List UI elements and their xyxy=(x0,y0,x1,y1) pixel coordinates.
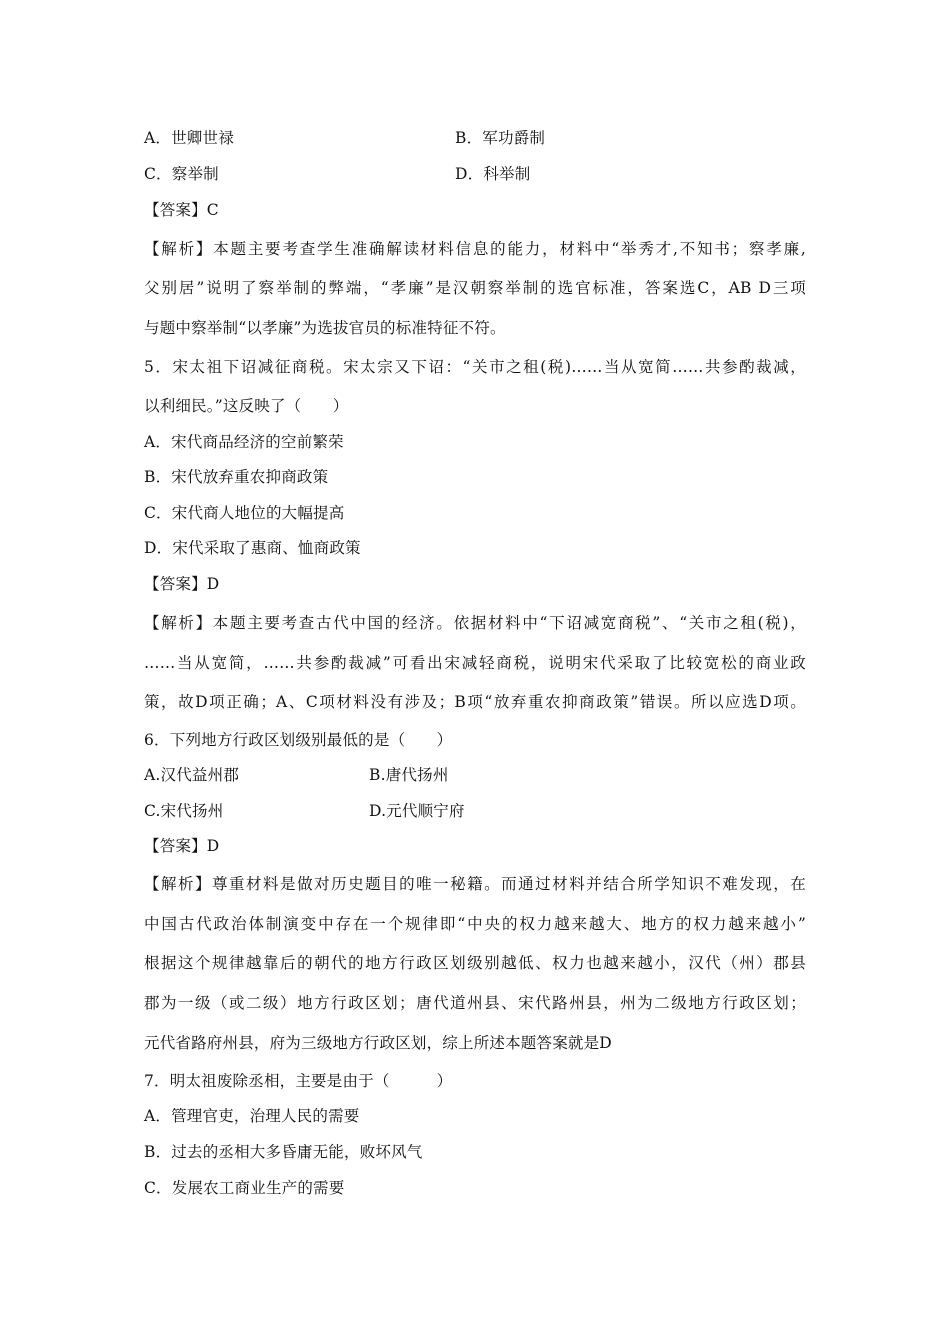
q5-stem-line-1: 5．宋太祖下诏减征商税。宋太宗又下诏：“关市之租(税)……当从宽简……共参酌裁减， xyxy=(144,358,806,376)
q6-answer: 【答案】D xyxy=(144,837,220,855)
q4-explanation-line-1: 【解析】本题主要考查学生准确解读材料信息的能力，材料中“举秀才,不知书；察孝廉, xyxy=(144,240,806,258)
q5-stem-line-2: 以利细民。”这反映了（ ） xyxy=(144,397,349,415)
q6-option-a: A.汉代益州郡 xyxy=(144,766,240,784)
q4-explanation-line-3: 与题中察举制“以孝廉”为选拔官员的标准特征不符。 xyxy=(144,319,506,337)
q4-answer: 【答案】C xyxy=(144,201,219,219)
q5-answer: 【答案】D xyxy=(144,575,220,593)
q6-stem: 6．下列地方行政区划级别最低的是（ ） xyxy=(144,731,453,749)
q7-stem: 7．明太祖废除丞相，主要是由于（ ） xyxy=(144,1072,453,1090)
q4-explanation-line-2: 父别居”说明了察举制的弊端，“孝廉”是汉朝察举制的选官标准，答案选C，AB D三项 xyxy=(144,279,806,297)
q6-explanation-line-5: 元代省路府州县，府为三级地方行政区划，综上所述本题答案就是D xyxy=(144,1034,612,1052)
q5-explanation-line-2: ……当从宽简，……共参酌裁减”可看出宋减轻商税，说明宋代采取了比较宽松的商业政 xyxy=(144,654,806,672)
q5-option-c: C．宋代商人地位的大幅提高 xyxy=(144,504,345,522)
q5-explanation-line-1: 【解析】本题主要考查古代中国的经济。依据材料中“下诏减宽商税”、“关市之租(税)， xyxy=(144,614,806,632)
q6-explanation-line-2: 中国古代政治体制演变中存在一个规律即“中央的权力越来越大、地方的权力越来越小” xyxy=(144,915,806,933)
q6-option-b: B.唐代扬州 xyxy=(369,766,449,784)
q5-option-a: A．宋代商品经济的空前繁荣 xyxy=(144,433,344,451)
q4-option-d: D．科举制 xyxy=(455,165,531,183)
q6-explanation-line-1: 【解析】尊重材料是做对历史题目的唯一秘籍。而通过材料并结合所学知识不难发现，在 xyxy=(144,875,806,893)
q7-option-a: A．管理官吏，治理人民的需要 xyxy=(144,1107,360,1125)
q7-option-c: C．发展农工商业生产的需要 xyxy=(144,1179,345,1197)
q6-option-c: C.宋代扬州 xyxy=(144,802,224,820)
q5-explanation-line-3: 策，故D项正确；A、C项材料没有涉及；B项“放弃重农抑商政策”错误。所以应选D项。 xyxy=(144,693,806,711)
q4-option-c: C．察举制 xyxy=(144,165,219,183)
q6-explanation-line-3: 根据这个规律越靠后的朝代的地方行政区划级别越低、权力也越来越小，汉代（州）郡县 xyxy=(144,954,806,972)
q6-explanation-line-4: 郡为一级（或二级）地方行政区划；唐代道州县、宋代路州县，州为二级地方行政区划； xyxy=(144,994,806,1012)
q5-option-b: B．宋代放弃重农抑商政策 xyxy=(144,468,329,486)
q4-option-a: A．世卿世禄 xyxy=(144,129,234,147)
q7-option-b: B．过去的丞相大多昏庸无能，败坏风气 xyxy=(144,1143,423,1161)
q5-option-d: D．宋代采取了惠商、恤商政策 xyxy=(144,539,361,557)
q6-option-d: D.元代顺宁府 xyxy=(369,802,465,820)
q4-option-b: B．军功爵制 xyxy=(455,129,546,147)
